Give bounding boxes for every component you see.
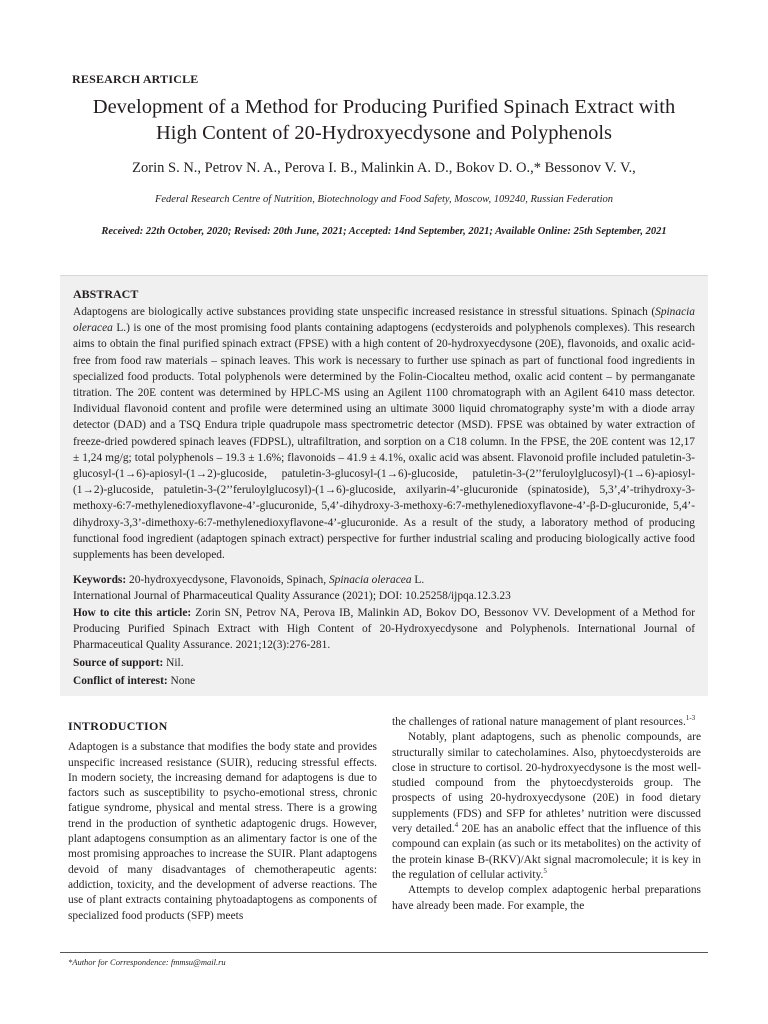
source-of-support <box>73 657 184 669</box>
conflict-of-interest <box>73 675 195 687</box>
publication-dates: Received: 22th October, 2020; Revised: 20th June, 2021; Accepted: 14nd September, 2021; Available Online: 25th September, 2021 <box>101 226 667 237</box>
article-title <box>60 94 708 146</box>
left-column <box>68 715 377 924</box>
support-label: Source of support: <box>73 657 164 669</box>
keywords-label: Keywords: <box>73 574 127 586</box>
abstract-heading: ABSTRACT <box>73 287 139 301</box>
intro-p2-text-b: 20E has an anabolic effect that the influence of this compound can explain (as such or its metabolites) on the activity of the protein kinase B-(RKV)/Akt signal macromolecule; it is key in the regulation of cellular activity. <box>392 823 701 881</box>
abstract-body <box>73 304 695 563</box>
intro-p2-text-a: Notably, plant adaptogens, such as phenolic compounds, are structurally similar to catecholamines. Also, phytoecdysteroids are close in structure to cortisol. 20-hydroxyecdysone is the most well-studied compound from the phytoecdysteroids group. The prospects of using 20-hydroxyecdysone (20E) in food dietary supplements (FDS) and SFP for athletes’ nutrition were discussed very detailed. <box>392 731 701 836</box>
keywords-text: 20-hydroxyecdysone, Flavonoids, Spinach, <box>126 574 329 586</box>
affiliation: Federal Research Centre of Nutrition, Biotechnology and Food Safety, Moscow, 109240, Russian Federation <box>154 194 614 205</box>
right-column <box>392 715 701 914</box>
keywords-line <box>73 572 695 588</box>
introduction-heading: INTRODUCTION <box>68 719 168 733</box>
citation-ref-1-3: 1-3 <box>685 714 696 723</box>
footnote-divider <box>60 952 708 953</box>
intro-continued-text: the challenges of rational nature management of plant resources. <box>392 716 686 728</box>
intro-paragraph-2 <box>392 730 701 883</box>
conflict-label: Conflict of interest: <box>73 675 168 687</box>
abstract-species: Spinacia oleracea <box>73 306 695 335</box>
intro-paragraph-3: Attempts to develop complex adaptogenic herbal preparations have already been made. For example, the <box>392 884 701 912</box>
citation-block <box>73 605 695 654</box>
intro-paragraph-continued <box>392 715 701 730</box>
journal-doi-line: International Journal of Pharmaceutical Quality Assurance (2021); DOI: 10.25258/ijpqa.12.3.23 <box>73 590 511 602</box>
conflict-value: None <box>167 675 196 687</box>
intro-paragraph-1: Adaptogen is a substance that modifies the body state and provides unspecific increased resistance (SUIR), reducing stressful effects. In modern society, the increasing demand for adaptogens is due to factors such as susceptibility to psycho-emotional stress, chronic fatigue syndrome, physical and mental stress. There is a growing trend in the production of synthetic adaptogenic drugs. However, plant adaptogens consumption as an alimentary factor is one of the most promising approaches to increase the SUIR. Plant adaptogens devoid of many disadvantages of chemotherapeutic agents: addiction, toxicity, and the development of adverse reactions. The use of plant extracts containing phytoadaptogens as components of specialized food products (SFP) meets <box>68 741 377 922</box>
author-list: Zorin S. N., Petrov N. A., Perova I. B., Malinkin A. D., Bokov D. O.,* Bessonov V. V., <box>132 160 636 176</box>
citation-text: Zorin SN, Petrov NA, Perova IB, Malinkin AD, Bokov DO, Bessonov VV. Development of a Method for Producing Purified Spinach Extract with High Content of 20-Hydroxyecdysone and Polyphenols. International Journal of Pharmaceutical Quality Assurance. 2021;12(3):276-281. <box>73 607 695 652</box>
keywords-tail: L. <box>411 574 425 586</box>
article-type-label: RESEARCH ARTICLE <box>72 72 199 86</box>
citation-label: How to cite this article: <box>73 607 192 619</box>
support-value: Nil. <box>163 657 184 669</box>
abstract-text-part2: L.) is one of the most promising food plants containing adaptogens (ecdysteroids and polyphenols complexes). This research aims to obtain the final purified spinach extract (FPSE) with a high content of 20-hydroxyecdysone (20E), flavonoids, and oxalic acid-free from food raw materials – spinach leaves. This work is necessary to further use spinach as part of functional food ingredients in specialized food products. Total polyphenols were determined by the Folin-Ciocalteu method, oxalic acid content – by permanganate titration. The 20E content was determined by HPLC-MS using an Agilent 1100 chromatograph with an Agilent 6410 mass detector. Individual flavonoid content and profile were determined using an ultimate 3000 liquid chromatography syste’m with a diode array detector (DAD) and a TSQ Endura triple quadrupole mass spectrometric detector (MSD). FPSE was obtained by water extraction of freeze-dried powdered spinach leaves (FDPSL), ultrafiltration, and sorption on a C18 column. In the FPSE, the 20E content was 12,17 ± 1,24 mg/g; total polyphenols – 19.3 ± 1.6%; flavonoids – 41.9 ± 4.1%, oxalic acid was absent. Flavonoid profile included patuletin-3-glucosyl-(1→6)-apiosyl-(1→2)-glucoside, patuletin-3-glucosyl-(1→6)-glucoside, patuletin-3-(2’’feruloylglucosyl)-(1→6)-apiosyl-(1→2)-glucoside, patuletin-3-(2’’feruloylglucosyl)-(1→6)-glucoside, axilyarin-4’-glucuronide (spinatoside), 5,3’,4’-trihydroxy-3-methoxy-6:7-methylenedioxyflavone-4’-glucuronide, 5,4’-dihydroxy-3-methoxy-6:7-methylenedioxyflavone-4’-β-D-glucuronide, 5,4’-dihydroxy-3,3’-dimethoxy-6:7-methylenedioxyflavone-4’-glucuronide. As a result of the study, a laboratory method of producing functional food ingredient (adaptogen spinach extract) perspective for further industrial scaling and producing biologically active food supplements has been developed. <box>73 322 695 562</box>
title-line-2: High Content of 20-Hydroxyecdysone and Polyphenols <box>155 122 613 144</box>
citation-ref-5: 5 <box>543 867 547 876</box>
title-line-1: Development of a Method for Producing Purified Spinach Extract with <box>92 96 676 118</box>
citation-ref-4: 4 <box>454 821 459 830</box>
keywords-species: Spinacia oleracea <box>328 574 412 586</box>
abstract-text-part1: Adaptogens are biologically active substances providing state unspecific increased resistance in stressful situations. Spinach ( <box>73 306 656 318</box>
correspondence-footnote: *Author for Correspondence: fmmsu@mail.ru <box>68 957 226 967</box>
